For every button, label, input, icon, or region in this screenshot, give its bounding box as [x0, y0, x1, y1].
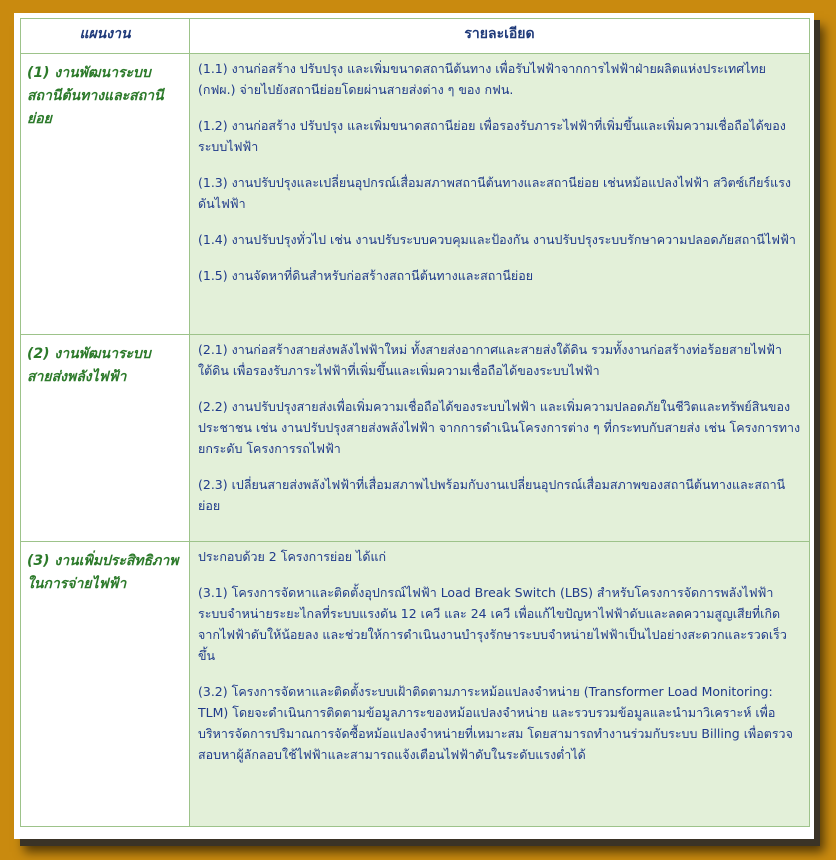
detail-item: ประกอบด้วย 2 โครงการย่อย ได้แก่ [198, 549, 387, 564]
plan-cell: (3) งานเพิ่มประสิทธิภาพในการจ่ายไฟฟ้า [21, 542, 190, 827]
plan-cell: (2) งานพัฒนาระบบสายส่งพลังไฟฟ้า [21, 335, 190, 542]
table-header-row [21, 19, 810, 54]
plan-table [20, 18, 810, 827]
detail-item: (3.2) โครงการจัดหาและติดตั้งระบบเฝ้าติดตามภาระหม้อแปลงจำหน่าย (Transformer Load Monitoring: TLM) โดยจะดำเนินการติดตามข้อมูลภาระของหม้อแปลงจำหน่าย และรวบรวมข้อมูลและนำมาวิเคราะห์ เพื่อบริหารจัดการปริมาณการจัดซื้อหม้อแปลงจำหน่ายที่เหมาะสม โดยสามารถทำงานร่วมกับระบบ Billing เพื่อตรวจสอบหาผู้ลักลอบใช้ไฟฟ้าและสามารถแจ้งเตือนไฟฟ้าดับในระดับแรงต่ำได้ [198, 684, 793, 762]
document-sheet [14, 13, 814, 839]
detail-item: (1.2) งานก่อสร้าง ปรับปรุง และเพิ่มขนาดสถานีย่อย เพื่อรองรับภาระไฟฟ้าที่เพิ่มขึ้นและเพิ่มความเชื่อถือได้ของระบบไฟฟ้า [198, 118, 786, 154]
detail-cell [190, 335, 810, 542]
table-row [21, 542, 810, 827]
table-row [21, 335, 810, 542]
detail-item: (2.3) เปลี่ยนสายส่งพลังไฟฟ้าที่เสื่อมสภาพไปพร้อมกับงานเปลี่ยนอุปกรณ์เสื่อมสภาพของสถานีต้นทางและสถานีย่อย [198, 477, 786, 513]
detail-item: (1.3) งานปรับปรุงและเปลี่ยนอุปกรณ์เสื่อมสภาพสถานีต้นทางและสถานีย่อย เช่นหม้อแปลงไฟฟ้า สวิตซ์เกียร์แรงดันไฟฟ้า [198, 175, 792, 211]
detail-item: (2.2) งานปรับปรุงสายส่งเพื่อเพิ่มความเชื่อถือได้ของระบบไฟฟ้า และเพิ่มความปลอดภัยในชีวิตและทรัพย์สินของประชาชน เช่น งานปรับปรุงสายส่งพลังไฟฟ้า จากการดำเนินโครงการต่าง ๆ ที่กระทบกับสายส่ง เช่น โครงการทางยกระดับ โครงการรถไฟฟ้า [198, 399, 801, 456]
detail-item: (3.1) โครงการจัดหาและติดตั้งอุปกรณ์ไฟฟ้า Load Break Switch (LBS) สำหรับโครงการจัดการพลังไฟฟ้าระบบจำหน่ายระยะไกลที่ระบบแรงดัน 12 เควี และ 24 เควี เพื่อแก้ไขปัญหาไฟฟ้าดับและลดความสูญเสียที่เกิดจากไฟฟ้าดับให้น้อยลง และช่วยให้การดำเนินงานบำรุงรักษาระบบจำหน่ายไฟฟ้าเป็นไปอย่างสะดวกและรวดเร็วขึ้น [198, 585, 787, 663]
detail-cell [190, 54, 810, 335]
detail-item: (2.1) งานก่อสร้างสายส่งพลังไฟฟ้าใหม่ ทั้งสายส่งอากาศและสายส่งใต้ดิน รวมทั้งงานก่อสร้างท่อร้อยสายไฟฟ้าใต้ดิน เพื่อรองรับภาระไฟฟ้าที่เพิ่มขึ้นและเพิ่มความเชื่อถือได้ของระบบไฟฟ้า [198, 342, 782, 378]
header-detail: รายละเอียด [190, 19, 810, 54]
detail-item: (1.5) งานจัดหาที่ดินสำหรับก่อสร้างสถานีต้นทางและสถานีย่อย [198, 268, 534, 283]
detail-cell [190, 542, 810, 827]
detail-item: (1.1) งานก่อสร้าง ปรับปรุง และเพิ่มขนาดสถานีต้นทาง เพื่อรับไฟฟ้าจากการไฟฟ้าฝ่ายผลิตแห่งประเทศไทย (กฟผ.) จ่ายไปยังสถานีย่อยโดยผ่านสายส่งต่าง ๆ ของ กฟน. [198, 61, 766, 97]
plan-cell: (1) งานพัฒนาระบบสถานีต้นทางและสถานีย่อย [21, 54, 190, 335]
table-row [21, 54, 810, 335]
header-plan: แผนงาน [21, 19, 190, 54]
detail-item: (1.4) งานปรับปรุงทั่วไป เช่น งานปรับระบบควบคุมและป้องกัน งานปรับปรุงระบบรักษาความปลอดภัยสถานีไฟฟ้า [198, 232, 796, 247]
